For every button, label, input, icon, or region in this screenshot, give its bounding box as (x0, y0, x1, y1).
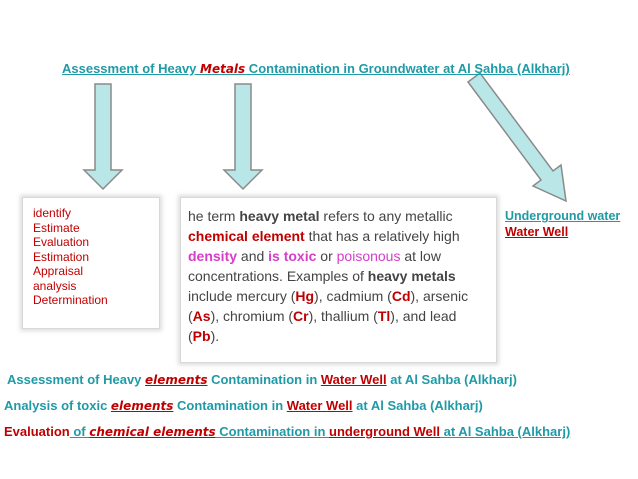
verb-item: Estimate (33, 220, 80, 235)
verb-item: Determination (33, 293, 108, 307)
target-labels (505, 208, 620, 240)
verb-item: Appraisal (33, 264, 84, 278)
title-emphasis: Metals (200, 62, 246, 76)
verbs-list (33, 206, 159, 308)
definition-box (180, 197, 497, 363)
down-arrow-to-verbs (84, 84, 122, 189)
verbs-box (22, 197, 160, 329)
result-line-3: Evaluation of chemical elements Contamination in underground Well at Al Sahba (Alkharj) (4, 424, 571, 439)
definition-text: he term heavy metal refers to any metallic chemical element that has a relatively high density and is toxic or poisonous at low concentrations. Examples of heavy metals include mercury (Hg), cadmium (Cd), arsenic (As), chromium (Cr), thallium (Tl), and lead (Pb). (188, 208, 469, 344)
target-underground-water: Underground water (505, 209, 621, 223)
main-title (62, 61, 570, 76)
verb-item: identify (33, 206, 72, 220)
result-line-1: Assessment of Heavy elements Contamination in Water Well at Al Sahba (Alkharj) (7, 372, 517, 387)
target-water-well: Water Well (505, 225, 569, 239)
title-text-end: Contamination in Groundwater at Al Sahba (Alkharj) (245, 61, 570, 76)
down-arrow-to-definition (224, 84, 262, 189)
diagonal-arrow-to-target (468, 73, 566, 201)
result-line-2: Analysis of toxic elements Contamination in Water Well at Al Sahba (Alkharj) (4, 398, 483, 413)
verb-item: Estimation (33, 249, 90, 264)
verb-item: analysis (33, 278, 77, 293)
verb-item: Evaluation (33, 235, 90, 249)
title-text-start: Assessment of Heavy (62, 61, 201, 76)
